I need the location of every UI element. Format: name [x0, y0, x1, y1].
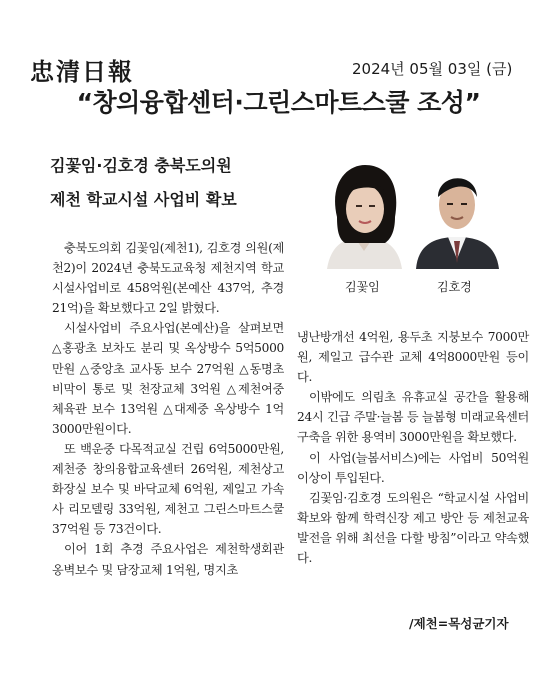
portrait-woman-image [323, 159, 406, 269]
publication-date: 2024년 05월 03일 (금) [352, 60, 513, 78]
article-paragraph: 이어 1회 추경 주요사업은 제천학생회관 옹벽보수 및 담장교체 1억원, 명지초 [52, 542, 284, 577]
article-paragraph: 충북도의회 김꽃임(제천1), 김호경 의원(제천2)이 2024년 충북도교육청 제천지역 학교시설사업비로 458억원(본예산 437억, 추경 21억)을 확보했다고 2일 밝혔다. [52, 241, 284, 316]
portrait-photo [416, 159, 499, 269]
photo-caption: 김호경 [437, 280, 472, 294]
article-column-right [297, 327, 529, 568]
article-paragraph: 또 백운중 다목적교실 건립 6억5000만원, 제천중 창의융합교육센터 26억원, 제천상고 화장실 보수 및 바닥교체 6억원, 제일고 가속사 리모델링 33억원, 제천고 그린스마트스쿨 37억원 등 73건이다. [52, 441, 284, 537]
photo-caption: 김꽃임 [345, 280, 380, 294]
article-subhead: 김꽃임·김호경 충북도의원 [50, 156, 232, 175]
article-paragraph: 이 사업(늘봄서비스)에는 사업비 50억원 이상이 투입된다. [297, 450, 529, 485]
portrait-photo [323, 159, 406, 269]
reporter-byline: /제천=목성균기자 [409, 616, 509, 631]
article-column-left [52, 238, 284, 580]
article-paragraph: 이밖에도 의림초 유휴교실 공간을 활용해 24시 긴급 주말·늘봄 등 늘봄형 미래교육센터 구축을 위한 용역비 3000만원을 확보했다. [297, 390, 529, 445]
article-paragraph: 시설사업비 주요사업(본예산)을 살펴보면 △홍광초 보차도 분리 및 옥상방수 5억5000만원 △중앙초 교사동 보수 27억원 △동명초 비막이 통로 및 천장교체 3억원 △제천여중 체육관 보수 13억원 △대제중 옥상방수 1억3000만원이다. [52, 321, 284, 436]
article-paragraph: 냉난방개선 4억원, 용두초 지붕보수 7000만원, 제일고 급수관 교체 4억8000만원 등이다. [297, 330, 529, 385]
portrait-man-image [416, 159, 499, 269]
article-paragraph: 김꽃임·김호경 도의원은 “학교시설 사업비 확보와 함께 학력신장 제고 방안 등 제천교육 발전을 위해 최선을 다할 방침”이라고 약속했다. [297, 490, 529, 566]
article-subhead: 제천 학교시설 사업비 확보 [50, 190, 237, 209]
article-headline: “창의융합센터·그린스마트스쿨 조성” [76, 88, 481, 117]
newspaper-masthead: 忠清日報 [30, 57, 134, 86]
